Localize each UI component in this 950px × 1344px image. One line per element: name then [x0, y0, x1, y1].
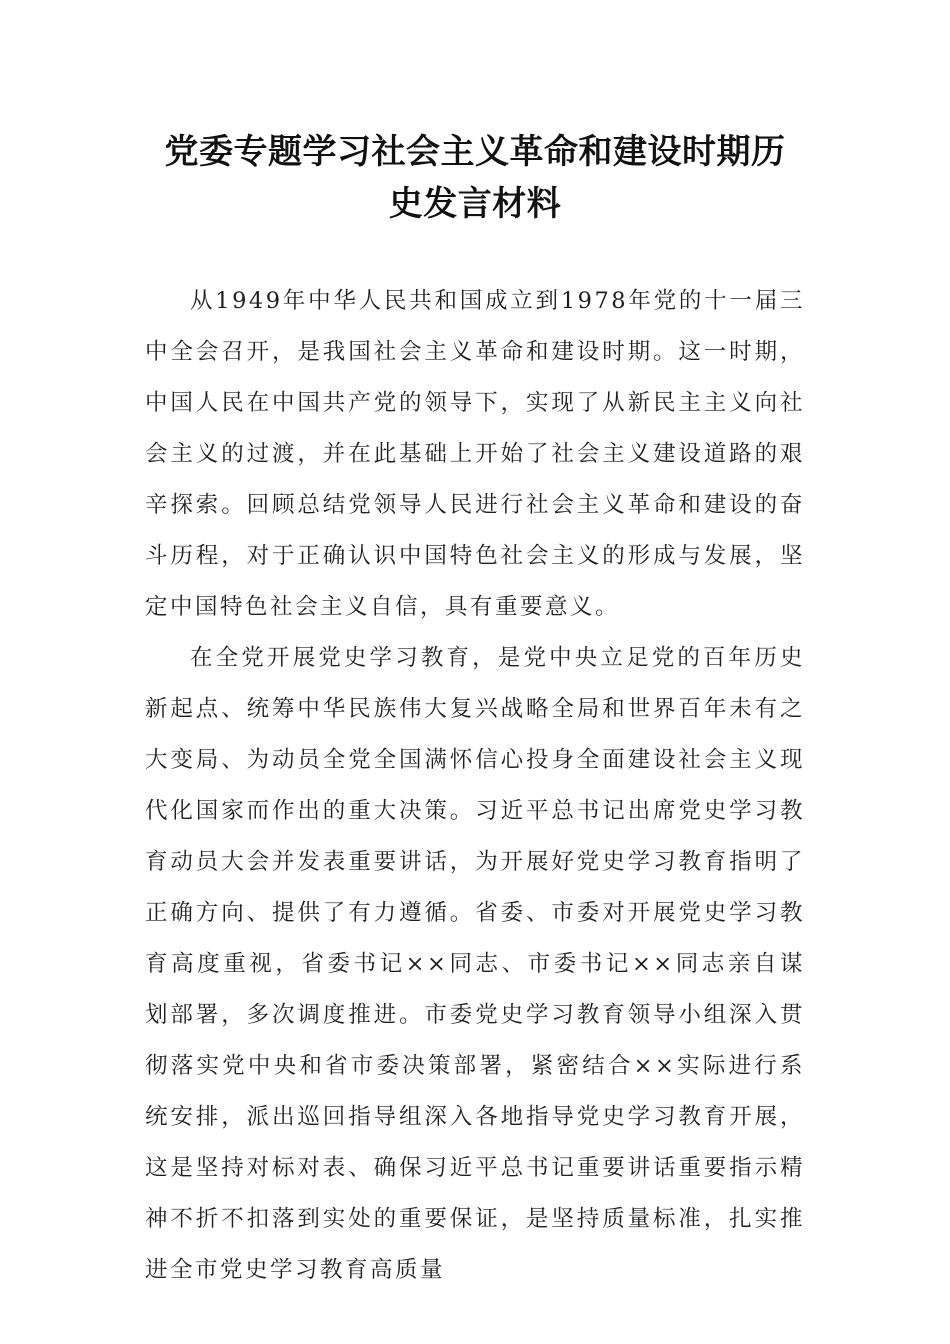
paragraph-2: 在全党开展党史学习教育，是党中央立足党的百年历史新起点、统筹中华民族伟大复兴战略全局和世界百年未有之大变局、为动员全党全国满怀信心投身全面建设社会主义现代化国家而作出的重大决策。习近平总书记出席党史学习教育动员大会并发表重要讲话，为开展好党史学习教育指明了正确方向、提供了有力遵循。省委、市委对开展党史学习教育高度重视，省委书记××同志、市委书记××同志亲自谋划部署，多次调度推进。市委党史学习教育领导小组深入贯彻落实党中央和省市委决策部署，紧密结合××实际进行系统安排，派出巡回指导组深入各地指导党史学习教育开展，这是坚持对标对表、确保习近平总书记重要讲话重要指示精神不折不扣落到实处的重要保证，是坚持质量标准，扎实推进全市党史学习教育高质量	[145, 645, 805, 1283]
paragraph-1: 从1949年中华人民共和国成立到1978年党的十一届三中全会召开，是我国社会主义革命和建设时期。这一时期，中国人民在中国共产党的领导下，实现了从新民主主义向社会主义的过渡，并在此基础上开始了社会主义建设道路的艰辛探索。回顾总结党领导人民进行社会主义革命和建设的奋斗历程，对于正确认识中国特色社会主义的形成与发展，坚定中国特色社会主义自信，具有重要意义。	[145, 288, 805, 620]
document-body	[145, 276, 805, 1296]
title-line-2: 史发言材料	[388, 184, 562, 224]
document-title	[145, 126, 805, 230]
title-line-1: 党委专题学习社会主义革命和建设时期历	[164, 132, 786, 172]
